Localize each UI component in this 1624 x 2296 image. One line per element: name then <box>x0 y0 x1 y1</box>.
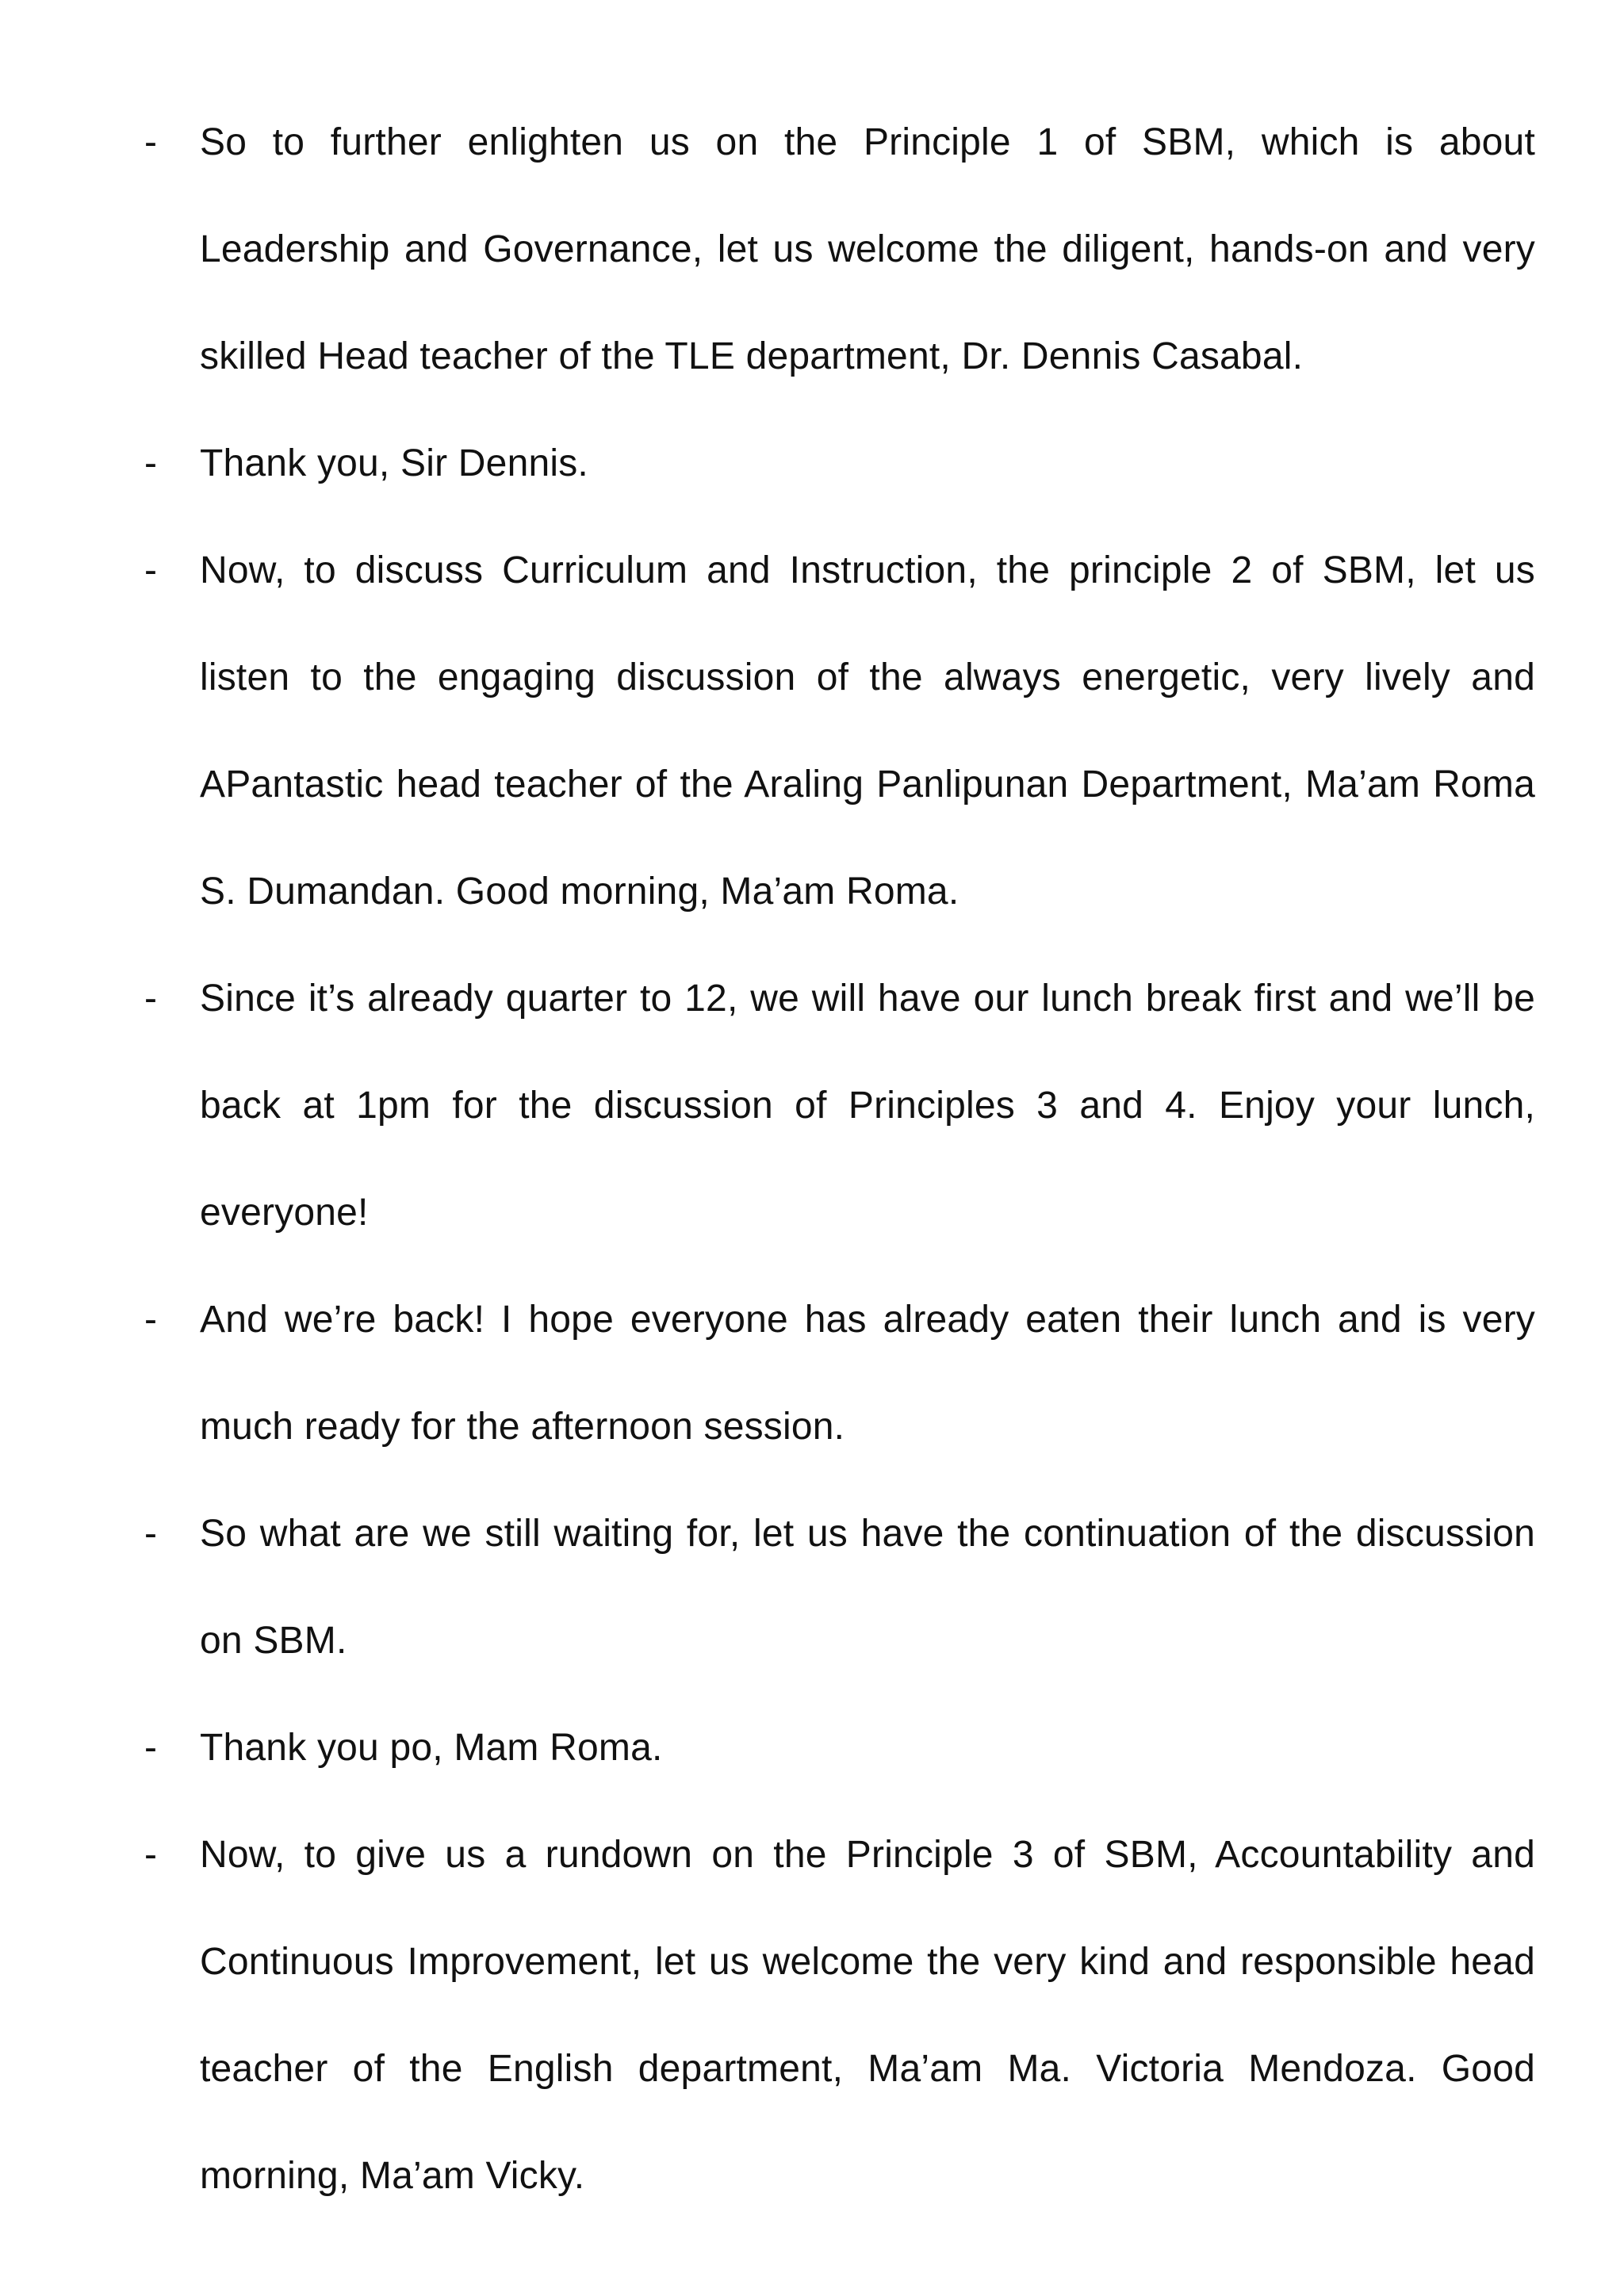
bullet-dash: - <box>144 1834 157 1876</box>
bullet-dash: - <box>144 549 157 591</box>
script-item-text: Now, to discuss Curriculum and Instruction, the principle 2 of SBM, let us listen to the engaging discussion of the always energetic, very lively and APantastic head teacher of the Araling Panlipunan Department, Ma’am Roma S. Dumandan. Good morning, Ma’am Roma. <box>200 549 1535 913</box>
script-item <box>144 410 1535 517</box>
script-item <box>144 1480 1535 1694</box>
script-list <box>144 89 1535 2229</box>
script-item <box>144 1801 1535 2229</box>
bullet-dash: - <box>144 978 157 1020</box>
script-item <box>144 517 1535 945</box>
script-item-text: So to further enlighten us on the Principle 1 of SBM, which is about Leadership and Governance, let us welcome the diligent, hands-on and very skilled Head teacher of the TLE department, Dr. Dennis Casabal. <box>200 121 1535 377</box>
script-item <box>144 1266 1535 1480</box>
bullet-dash: - <box>144 121 157 163</box>
script-item-text: So what are we still waiting for, let us have the continuation of the discussion on SBM. <box>200 1513 1535 1662</box>
script-item-text: Thank you po, Mam Roma. <box>200 1727 663 1769</box>
bullet-dash: - <box>144 1299 157 1341</box>
script-item <box>144 945 1535 1266</box>
bullet-dash: - <box>144 1727 157 1769</box>
script-item-text: Thank you, Sir Dennis. <box>200 442 588 484</box>
script-item-text: Since it’s already quarter to 12, we will have our lunch break first and we’ll be back at 1pm for the discussion of Principles 3 and 4. Enjoy your lunch, everyone! <box>200 978 1535 1234</box>
script-item-text: And we’re back! I hope everyone has already eaten their lunch and is very much ready for the afternoon session. <box>200 1299 1535 1448</box>
script-item-text: Now, to give us a rundown on the Principle 3 of SBM, Accountability and Continuous Improvement, let us welcome the very kind and responsible head teacher of the English department, Ma’am Ma. Victoria Mendoza. Good morning, Ma’am Vicky. <box>200 1834 1535 2197</box>
script-item <box>144 1694 1535 1801</box>
bullet-dash: - <box>144 1513 157 1555</box>
bullet-dash: - <box>144 442 157 484</box>
script-item <box>144 89 1535 410</box>
